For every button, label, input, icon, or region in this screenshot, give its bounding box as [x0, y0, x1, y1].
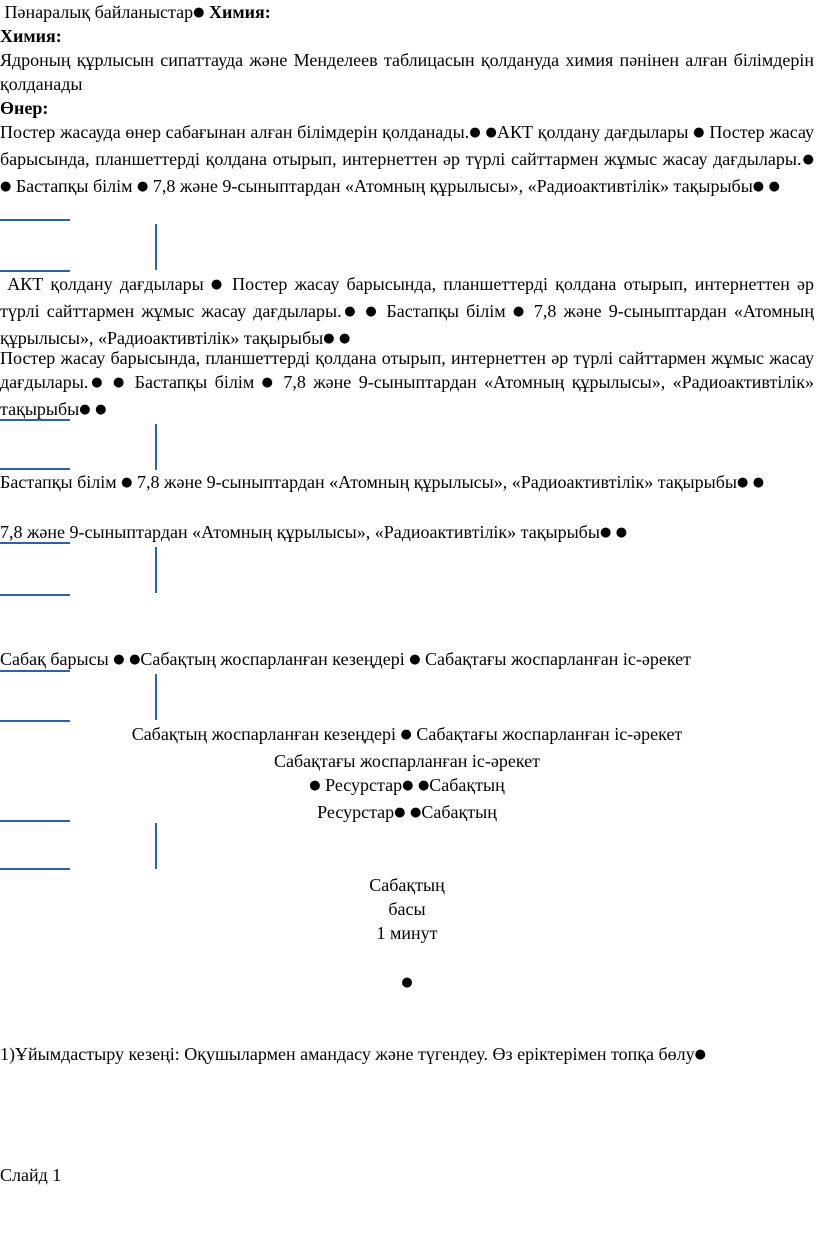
- header-title: Пәнаралық байланыстар: [4, 2, 194, 22]
- bullet-icon: ●: [112, 375, 128, 390]
- bullet-icon: ●: [512, 304, 527, 319]
- block3-prior: Бастапқы білім: [134, 372, 255, 392]
- bullet-icon: ●: [0, 179, 12, 194]
- bullet-icon: ●: [88, 375, 106, 390]
- art-text: [0, 120, 814, 201]
- divider-line: [0, 820, 70, 822]
- block-3: [0, 346, 814, 424]
- block-2: [0, 272, 814, 353]
- bullet-icon: ●: [121, 475, 133, 490]
- lesson-course-label: Сабақ барысы: [0, 649, 109, 669]
- lone-bullet: [0, 970, 814, 997]
- slide-text: Слайд 1: [0, 1165, 62, 1185]
- bullet-icon: ●: [113, 652, 125, 667]
- block4-topics: 7,8 және 9-сыныптардан «Атомның құрылысы», «Радиоактивтілік» тақырыбы: [137, 472, 737, 492]
- org-text: 1)Ұйымдастыру кезеңі: Оқушылармен амандасу және түгендеу. Өз еріктерімен топқа бөлу: [0, 1044, 695, 1064]
- divider-line: [0, 670, 70, 672]
- org-stage: [0, 1042, 814, 1069]
- divider-line: [0, 594, 70, 596]
- bullet-icon: ●: [615, 525, 628, 540]
- bullet-icon: ●: [79, 402, 91, 417]
- block2-prior: Бастапқы білім: [386, 301, 506, 321]
- bullet-icon: ●: [693, 125, 705, 140]
- divider-line: [0, 219, 70, 221]
- bullet-icon: ●: [599, 525, 612, 540]
- bullet-icon: ●: [394, 805, 406, 820]
- bullet-icon: ●: [417, 778, 430, 793]
- art-poster: Постер жасау барысында, планшеттерді қолдана отырып, интернеттен әр түрлі сайттармен жұмыс жасау дағдылары.: [0, 122, 815, 169]
- lesson-stages: Сабақтың жоспарланған кезеңдері: [140, 649, 405, 669]
- bullet-icon: ●: [210, 277, 225, 292]
- divider-vertical: [155, 424, 157, 470]
- chemistry-title: Химия:: [0, 26, 62, 46]
- block2-akt: АКТ қолдану дағдылары: [7, 274, 204, 294]
- bullet-icon: ●: [694, 1047, 706, 1062]
- chemistry-section: [0, 24, 814, 96]
- centered-lesson-word: Сабақтың: [429, 775, 505, 795]
- centered-activity-2: Сабақтағы жоспарланған іс-әрекет: [274, 751, 540, 771]
- lesson-start: [0, 873, 814, 945]
- block3-topics: 7,8 және 9-сыныптардан «Атомның құрылысы», «Радиоактивтілік» тақырыбы: [0, 372, 815, 419]
- bullet-icon: ●: [768, 179, 780, 194]
- block3-poster: Постер жасау барысында, планшеттерді қолдана отырып, интернеттен әр түрлі сайттармен жұмыс жасау дағдылары.: [0, 348, 814, 392]
- bullet-icon: ●: [193, 5, 205, 20]
- bullet-icon: ●: [469, 125, 481, 140]
- bullet-icon: ●: [400, 727, 412, 742]
- block2-topics: 7,8 және 9-сыныптардан «Атомның құрылысы», «Радиоактивтілік» тақырыбы: [0, 301, 815, 348]
- lesson-activity: Сабақтағы жоспарланған іс-әрекет: [425, 649, 692, 669]
- divider-line: [0, 868, 70, 870]
- centered-lesson-word-2: Сабақтың: [421, 802, 497, 822]
- divider-line: [0, 419, 70, 421]
- bullet-icon: ●: [752, 179, 765, 194]
- bullet-icon: ●: [95, 402, 107, 417]
- bullet-icon: ●: [323, 331, 335, 346]
- art-title: Өнер:: [0, 98, 49, 118]
- bullet-icon: ●: [409, 652, 421, 667]
- art-akt: АКТ қолдану дағдылары: [497, 122, 689, 142]
- bullet-icon: ●: [752, 475, 765, 490]
- start-line-2: басы: [388, 899, 426, 919]
- start-line-1: Сабақтың: [369, 875, 445, 895]
- block4-prior: Бастапқы білім: [0, 472, 117, 492]
- bullet-icon: ●: [736, 475, 749, 490]
- bullet-icon: ●: [137, 179, 149, 194]
- bullet-icon: ●: [341, 304, 359, 319]
- bullet-icon: ●: [485, 125, 498, 140]
- centered-stages: Сабақтың жоспарланған кезеңдері: [131, 724, 396, 744]
- bullet-icon: ●: [309, 778, 321, 793]
- divider-vertical: [155, 674, 157, 720]
- bullet-icon: ●: [339, 331, 351, 346]
- header-line: [0, 0, 814, 27]
- start-line-3: 1 минут: [376, 923, 438, 943]
- bullet-icon: ●: [261, 375, 276, 390]
- block2-poster: Постер жасау барысында, планшеттерді қолдана отырып, интернеттен әр түрлі сайттармен жұмыс жасау дағдылары.: [0, 274, 815, 321]
- centered-resources: Ресурстар: [325, 775, 403, 795]
- divider-vertical: [155, 547, 157, 593]
- lesson-centered: [0, 722, 814, 827]
- lesson-course: [0, 647, 814, 674]
- slide-label: [0, 1163, 814, 1187]
- block-5: [0, 520, 814, 547]
- bullet-icon: ●: [410, 805, 422, 820]
- art-topics: 7,8 және 9-сыныптардан «Атомның құрылысы», «Радиоактивтілік» тақырыбы: [152, 176, 753, 196]
- bullet-icon: ●: [401, 975, 413, 990]
- header-chemistry: Химия:: [208, 2, 271, 22]
- divider-line: [0, 542, 70, 544]
- bullet-icon: ●: [402, 778, 414, 793]
- centered-activity: Сабақтағы жоспарланған іс-әрекет: [416, 724, 683, 744]
- bullet-icon: ●: [801, 152, 815, 167]
- block5-topics: 7,8 және 9-сыныптардан «Атомның құрылысы», «Радиоактивтілік» тақырыбы: [0, 522, 600, 542]
- bullet-icon: ●: [365, 304, 380, 319]
- art-section: [0, 96, 814, 201]
- art-prior: Бастапқы білім: [15, 176, 133, 196]
- divider-vertical: [155, 224, 157, 270]
- divider-vertical: [155, 823, 157, 869]
- art-text-1: Постер жасауда өнер сабағынан алған білімдерін қолданады.: [0, 122, 470, 142]
- bullet-icon: ●: [129, 652, 141, 667]
- centered-resources-2: Ресурстар: [317, 802, 395, 822]
- chemistry-text: Ядроның құрлысын сипаттауда және Менделеев таблицасын қолдануда химия пәнінен алған білімдерін қолданады: [0, 50, 814, 94]
- block-4: [0, 470, 814, 497]
